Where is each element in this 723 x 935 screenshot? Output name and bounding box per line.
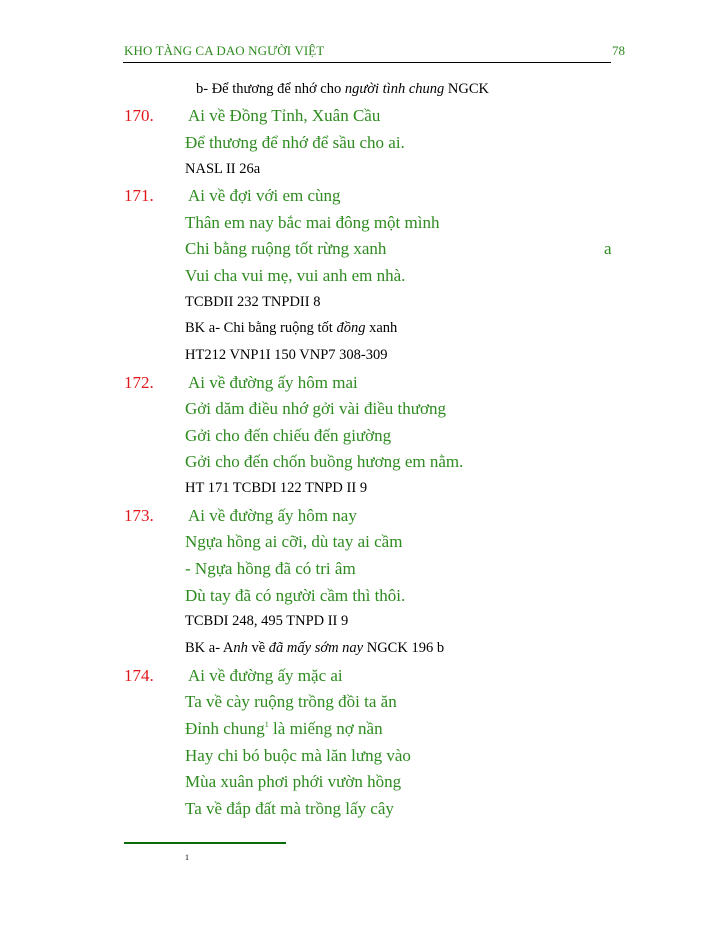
verse-line: Ta về đắp đất mà trồng lấy cây (185, 799, 394, 818)
page-number: 78 (612, 43, 625, 58)
source-reference: TCBDII 232 TNPDII 8 (185, 294, 321, 310)
source-reference: TCBDI 248, 495 TNPD II 9 (185, 613, 349, 629)
verse-line: Mùa xuân phơi phới vườn hồng (185, 772, 402, 791)
source-reference: NASL II 26a (185, 161, 261, 177)
variant-line-b (196, 81, 489, 98)
verse-line: Gởi cho đến chiếu đến giường (185, 426, 392, 445)
ref-italic-text: đã mấy sớm nay (268, 640, 364, 656)
verse-number-170: 170. (124, 106, 154, 125)
page-header-title: KHO TÀNG CA DAO NGƯỜI VIỆT (124, 43, 325, 58)
ref-text: NGCK (444, 81, 489, 97)
verse-line: Ai về Đồng Tỉnh, Xuân Cầu (188, 106, 381, 125)
verse-line: Ai về đường ấy hôm nay (188, 506, 357, 525)
verse-line: Ai về đường ấy mặc ai (188, 666, 343, 685)
source-reference: HT212 VNP1I 150 VNP7 308-309 (185, 347, 388, 363)
verse-line: Vui cha vui mẹ, vui anh em nhà. (185, 266, 406, 285)
verse-text: Đỉnh chung (185, 719, 265, 738)
verse-line: Để thương để nhớ để sầu cho ai. (185, 133, 405, 152)
verse-number-171: 171. (124, 186, 154, 205)
verse-line: Ai về đường ấy hôm mai (188, 373, 358, 392)
verse-line: Dù tay đã có người cầm thì thôi. (185, 586, 406, 605)
ref-italic-text: nh (233, 640, 248, 656)
verse-text: là miếng nợ nần (268, 719, 383, 738)
verse-line: Thân em nay bắc mai đông một mình (185, 213, 440, 232)
verse-line (185, 719, 383, 739)
verse-number-172: 172. (124, 373, 154, 392)
verse-number-174: 174. (124, 666, 154, 685)
verse-number-173: 173. (124, 506, 154, 525)
variant-reference (185, 640, 444, 657)
verse-line: Ta về cày ruộng trồng đồi ta ăn (185, 692, 397, 711)
ref-text: BK a- Chi bằng ruộng tốt (185, 320, 337, 336)
ref-italic-text: đồng (336, 320, 366, 336)
ref-italic-text: người tình chung (344, 81, 445, 97)
source-reference: HT 171 TCBDI 122 TNPD II 9 (185, 480, 368, 496)
ref-text: BK a- A (185, 640, 234, 656)
header-divider (123, 62, 611, 63)
verse-line: Gởi dăm điều nhớ gởi vài điều thương (185, 399, 446, 418)
verse-line: Chi bằng ruộng tốt rừng xanh (185, 239, 387, 258)
verse-line: - Ngựa hồng đã có tri âm (185, 559, 356, 578)
verse-line: Hay chi bó buộc mà lăn lưng vào (185, 746, 411, 765)
variant-reference (185, 320, 397, 337)
verse-line: Gởi cho đến chốn buồng hương em nằm. (185, 452, 464, 471)
ref-text: về (247, 640, 269, 656)
footnote-divider (124, 842, 286, 844)
ref-text: b- Để thương để nhớ cho (196, 81, 345, 97)
verse-line: Ngựa hồng ai cỡi, dù tay ai cầm (185, 532, 403, 551)
verse-line: Ai về đợi với em cùng (188, 186, 341, 205)
ref-text: NGCK 196 b (363, 640, 445, 656)
footnote-marker: 1 (185, 853, 189, 862)
footnote-reference[interactable]: 1 (264, 720, 269, 729)
ref-text: xanh (365, 320, 398, 336)
variant-marker: a (604, 239, 612, 258)
